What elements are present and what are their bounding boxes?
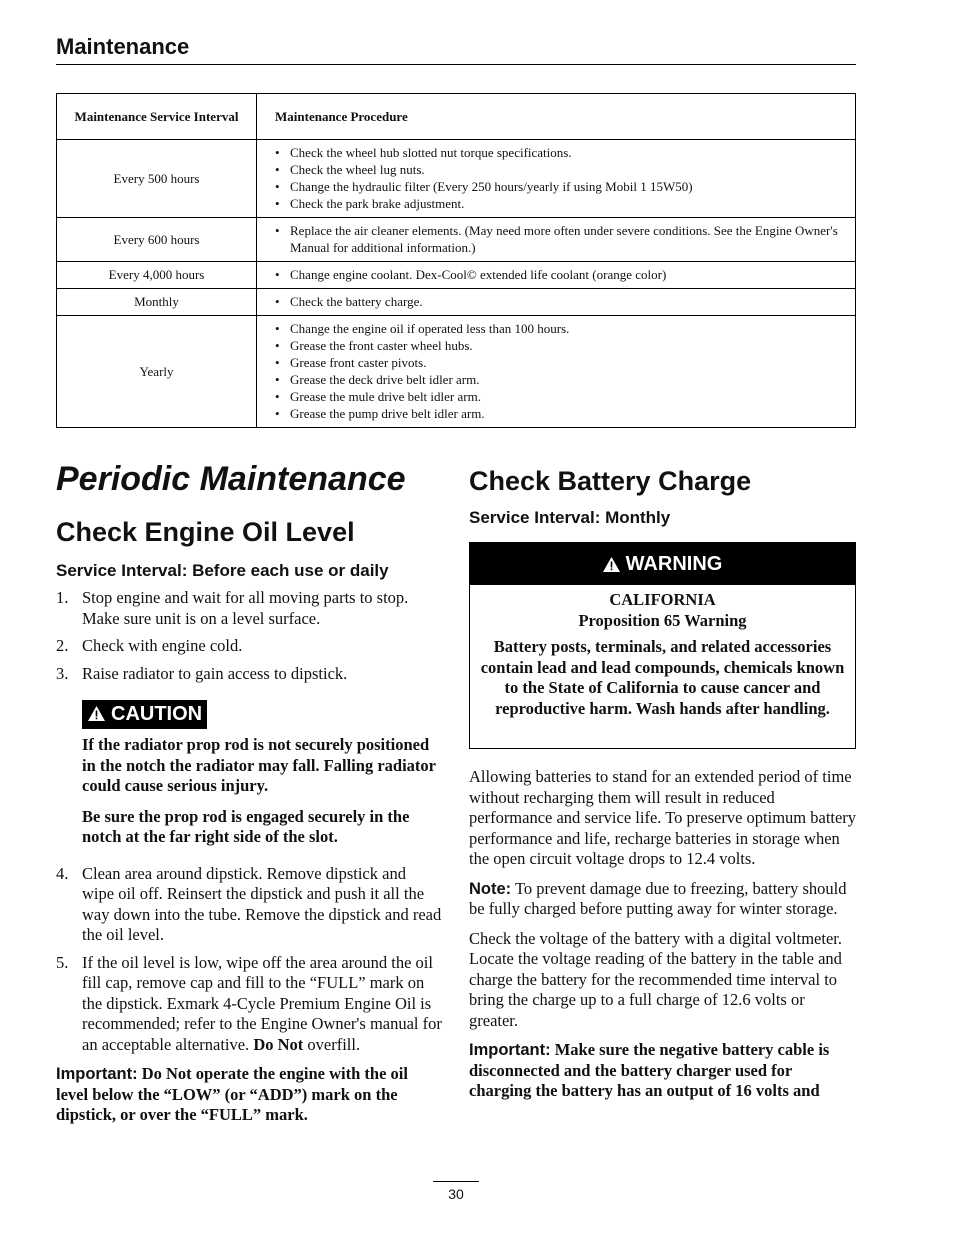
- note-label: Note:: [469, 879, 512, 898]
- caution-badge: [82, 700, 207, 729]
- procedure-list: [275, 293, 843, 310]
- procedure-cell: [257, 218, 856, 262]
- list-item: • Grease the front caster wheel hubs.: [275, 337, 843, 354]
- step-number: 1.: [56, 588, 69, 607]
- warning-triangle-icon: [88, 706, 105, 721]
- list-item: • Replace the air cleaner elements. (May need more often under severe conditions. See the Engine Owner's Manual for additional information.): [275, 222, 843, 256]
- warning-bar: [470, 543, 855, 585]
- procedure-list: [275, 144, 843, 212]
- list-item: [56, 664, 442, 685]
- list-item: • Check the wheel hub slotted nut torque specifications.: [275, 144, 843, 161]
- table-row: [57, 316, 856, 428]
- table-header-row: [57, 94, 856, 140]
- important-label: Important:: [469, 1041, 551, 1059]
- step-text: Clean area around dipstick. Remove dipstick and wipe oil off. Reinsert the dipstick and push it all the way down into the tube. Remove the dipstick and read the oil level.: [82, 863, 442, 944]
- caution-label: CAUTION: [111, 703, 203, 725]
- oil-service-interval: Service Interval: Before each use or daily: [56, 561, 389, 580]
- oil-steps-list: [56, 588, 442, 684]
- important-text: Do Not operate the engine with the oil level below the “LOW” (or “ADD”) mark on the dipstick, or over the “FULL” mark.: [56, 1064, 408, 1124]
- step-number: 5.: [56, 952, 69, 972]
- interval-cell: Every 4,000 hours: [57, 262, 257, 289]
- list-item: • Check the battery charge.: [275, 293, 843, 310]
- battery-section-title: Check Battery Charge: [469, 466, 752, 496]
- table-row: [57, 289, 856, 316]
- oil-important-note: [56, 1064, 442, 1126]
- battery-note: [469, 879, 857, 920]
- important-text: Make sure the negative battery cable is disconnected and the battery charger used for charging the battery has an output of 16 volts and: [469, 1040, 830, 1100]
- oil-section-title: Check Engine Oil Level: [56, 517, 355, 547]
- list-item: • Grease front caster pivots.: [275, 354, 843, 371]
- step-text: Raise radiator to gain access to dipstick.: [82, 663, 348, 683]
- warning-triangle-icon: [603, 557, 620, 572]
- step-text: Stop engine and wait for all moving parts to stop. Make sure unit is on a level surface.: [82, 588, 409, 628]
- table-row: [57, 262, 856, 289]
- list-item: • Change the hydraulic filter (Every 250 hours/yearly if using Mobil 1 15W50): [275, 178, 843, 195]
- procedure-list: [275, 320, 843, 422]
- step-text-end: overfill.: [307, 1034, 361, 1054]
- battery-paragraph-2: Check the voltage of the battery with a digital voltmeter. Locate the voltage reading of the battery in the table and charge the battery for the recommended time interval to bring the charge up to a full charge of 12.6 volts or greater.: [469, 928, 842, 1030]
- oil-steps-list-continued: [56, 864, 442, 1056]
- list-item: • Change engine coolant. Dex-Cool© extended life coolant (orange color): [275, 266, 843, 283]
- procedure-list: [275, 222, 843, 256]
- page-number: 30: [448, 1186, 464, 1202]
- procedure-cell: [257, 316, 856, 428]
- step-text: Check with engine cold.: [82, 636, 243, 655]
- step-number: 2.: [56, 636, 69, 655]
- column-header-interval: Maintenance Service Interval: [57, 94, 257, 140]
- interval-cell: Every 600 hours: [57, 218, 257, 262]
- interval-cell: Yearly: [57, 316, 257, 428]
- warning-heading-1: CALIFORNIA: [609, 590, 716, 609]
- caution-text-1: If the radiator prop rod is not securely positioned in the notch the radiator may fall. Falling radiator could cause serious injury.: [82, 735, 436, 795]
- table-row: [57, 140, 856, 218]
- section-header: Maintenance: [56, 34, 190, 59]
- list-item: • Check the wheel lug nuts.: [275, 161, 843, 178]
- note-text: To prevent damage due to freezing, battery should be fully charged before putting away for winter storage.: [469, 878, 847, 918]
- maintenance-schedule-table: [56, 93, 856, 428]
- list-item: [56, 588, 442, 629]
- procedure-cell: [257, 140, 856, 218]
- warning-box: [469, 542, 856, 749]
- list-item: [56, 864, 442, 946]
- battery-text-column: [469, 767, 857, 1102]
- interval-cell: Monthly: [57, 289, 257, 316]
- procedure-list: [275, 266, 843, 283]
- step-text-emphasis: Do Not: [253, 1034, 304, 1054]
- interval-cell: Every 500 hours: [57, 140, 257, 218]
- table-row: [57, 218, 856, 262]
- warning-label: WARNING: [625, 552, 723, 575]
- step-number: 3.: [56, 663, 69, 683]
- list-item: • Grease the pump drive belt idler arm.: [275, 405, 843, 422]
- footer-rule: [433, 1181, 479, 1182]
- column-header-procedure: Maintenance Procedure: [257, 94, 856, 140]
- header-rule: [56, 64, 856, 65]
- step-text: If the oil level is low, wipe off the area around the oil fill cap, remove cap and fill to the “FULL” mark on the dipstick. Exmark 4-Cycle Premium Engine Oil is recommended; refer to the Engine Owner's manual for an acceptable alternative.: [82, 952, 442, 1054]
- important-label: Important:: [56, 1065, 138, 1083]
- step-number: 4.: [56, 863, 69, 883]
- list-item: • Grease the deck drive belt idler arm.: [275, 371, 843, 388]
- caution-text-2: Be sure the prop rod is engaged securely in the notch at the far right side of the slot.: [82, 806, 410, 846]
- warning-text: Battery posts, terminals, and related accessories contain lead and lead compounds, chemicals known to the State of California to cause cancer and reproductive harm. Wash hands after handling.: [480, 637, 845, 718]
- battery-service-interval: Service Interval: Monthly: [469, 508, 671, 527]
- warning-body: [470, 585, 855, 719]
- warning-heading-2: Proposition 65 Warning: [578, 610, 747, 630]
- battery-paragraph-1: Allowing batteries to stand for an extended period of time without recharging them will result in reduced performance and service life. To preserve optimum battery performance and life, recharge batteries in storage when the open circuit voltage drops to 12.4 volts.: [469, 767, 857, 868]
- oil-steps-column: [56, 588, 442, 1126]
- page-title: Periodic Maintenance: [56, 460, 406, 498]
- caution-block: [82, 700, 442, 848]
- battery-important-note: [469, 1040, 857, 1102]
- table-body: [57, 140, 856, 428]
- list-item: [56, 953, 442, 1056]
- list-item: [56, 636, 442, 657]
- list-item: • Change the engine oil if operated less than 100 hours.: [275, 320, 843, 337]
- list-item: • Check the park brake adjustment.: [275, 195, 843, 212]
- procedure-cell: [257, 262, 856, 289]
- procedure-cell: [257, 289, 856, 316]
- list-item: • Grease the mule drive belt idler arm.: [275, 388, 843, 405]
